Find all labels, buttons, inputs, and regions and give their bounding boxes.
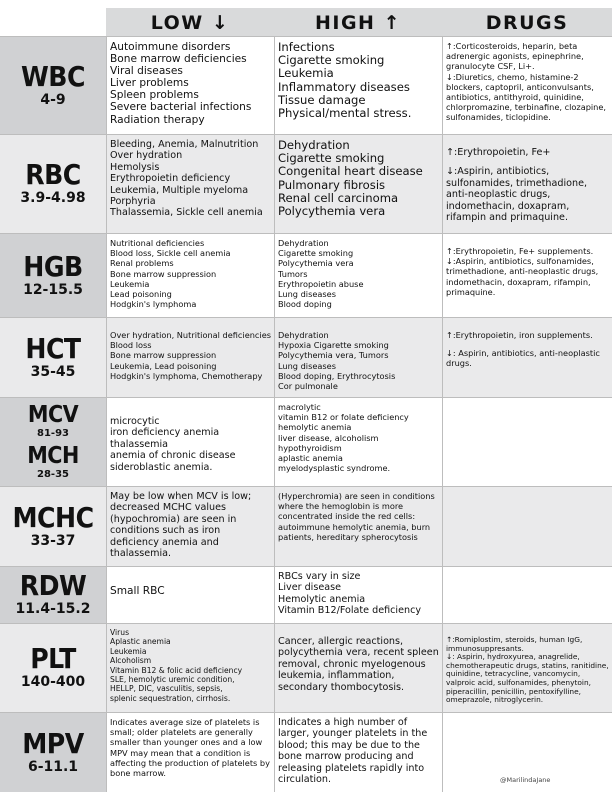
low-cell bbox=[106, 234, 274, 317]
drugs-cell bbox=[442, 487, 612, 566]
high-item: Cigarette smoking bbox=[278, 248, 354, 259]
low-item: Leukemia, Multiple myeloma bbox=[110, 184, 249, 196]
param-name: MCHC bbox=[12, 500, 94, 534]
param-cell bbox=[0, 567, 106, 623]
param-cell bbox=[0, 398, 106, 486]
low-item: sideroblastic anemia. bbox=[110, 461, 213, 473]
high-cell bbox=[274, 713, 442, 792]
high-item: Congenital heart disease bbox=[278, 164, 423, 179]
low-item: Alcoholism bbox=[110, 656, 152, 666]
high-item: Pulmonary fibrosis bbox=[278, 177, 386, 192]
high-item: aplastic anemia bbox=[278, 453, 343, 464]
low-item: Bone marrow suppression bbox=[110, 350, 217, 361]
low-item: Small RBC bbox=[110, 585, 165, 597]
param-name: PLT bbox=[30, 642, 76, 675]
param-cell bbox=[0, 135, 106, 233]
high-item: Dehydration bbox=[278, 138, 350, 152]
drugs-cell bbox=[442, 234, 612, 317]
high-item: Polycythemia vera bbox=[278, 204, 386, 219]
low-item: iron deficiency anemia bbox=[110, 427, 220, 439]
spacer bbox=[446, 322, 609, 330]
param-cell bbox=[0, 234, 106, 317]
low-item: Radiation therapy bbox=[110, 113, 205, 126]
low-item: Hemolysis bbox=[110, 161, 160, 173]
high-item: Blood doping bbox=[278, 299, 332, 310]
spacer bbox=[110, 571, 271, 585]
param-range: 140-400 bbox=[20, 674, 86, 690]
low-cell bbox=[106, 713, 274, 792]
drugs-cell bbox=[442, 398, 612, 486]
row-hct bbox=[0, 317, 612, 397]
drug-decrease: ↓: Aspirin, antibiotics, anti-neoplastic drugs. bbox=[446, 348, 600, 369]
high-item: Lung diseases bbox=[278, 360, 336, 371]
drug-increase: ↑:Erythropoietin, Fe+ supplements. bbox=[446, 246, 594, 256]
header-corner bbox=[0, 0, 106, 36]
high-item: Renal cell carcinoma bbox=[278, 190, 399, 205]
high-item: Tissue damage bbox=[278, 92, 366, 107]
high-item: Cor pulmonale bbox=[278, 381, 338, 392]
low-item: anemia of chronic disease bbox=[110, 450, 236, 462]
low-cell bbox=[106, 318, 274, 397]
high-item: Vitamin B12/Folate deficiency bbox=[278, 605, 422, 617]
drug-increase: ↑:Corticosteroids, heparin, beta adrenergic agonists, epinephrine, granulocyte CSF, Li+. bbox=[446, 41, 584, 72]
param-range: 81-93 bbox=[37, 428, 69, 439]
param-range: 11.4-15.2 bbox=[15, 601, 91, 617]
spacer bbox=[446, 238, 609, 246]
watermark-bottom: @MarilindaJane bbox=[500, 776, 551, 784]
high-cell bbox=[274, 398, 442, 486]
high-item: Inflammatory diseases bbox=[278, 79, 410, 94]
high-item: Infections bbox=[278, 40, 335, 54]
low-item: SLE, hemolytic uremic condition, bbox=[110, 675, 235, 685]
drug-decrease: ↓: Aspirin, hydroxyurea, anagrelide, chemotherapeutic drugs, statins, ranitidine, quinidine, tetracycline, vancomycin, valproic acid, sulfonamides, phenytoin, piperacillin, penicillin, pentoxifylline, omeprazole, nitroglycerin. bbox=[446, 652, 609, 705]
drugs-cell bbox=[442, 37, 612, 134]
low-item: Hodgkin's lymphoma bbox=[110, 299, 197, 310]
low-cell bbox=[106, 398, 274, 486]
high-item: Tumors bbox=[278, 268, 308, 279]
param-range: 35-45 bbox=[30, 363, 76, 380]
high-item: Erythropoietin abuse bbox=[278, 278, 364, 289]
low-item: Hodgkin's lymphoma, Chemotherapy bbox=[110, 370, 263, 381]
drug-decrease: ↓:Diuretics, chemo, histamine-2 blockers, captopril, anticonvulsants, antibiotics, antithyroid, quinidine, chlorpromazine, terbinafine, clozapine, sulfonamides, ticlopidine. bbox=[446, 71, 607, 123]
drugs-cell bbox=[442, 135, 612, 233]
low-item: Virus bbox=[110, 628, 130, 637]
low-item: Over hydration, Nutritional deficiencies bbox=[110, 330, 272, 340]
param-name: MCV bbox=[27, 402, 79, 428]
low-item: Erythropoietin deficiency bbox=[110, 173, 231, 185]
high-cell bbox=[274, 37, 442, 134]
low-item: Lead poisoning bbox=[110, 289, 172, 300]
param-cell bbox=[0, 37, 106, 134]
low-item: Indicates average size of platelets is small; older platelets are generally smaller than younger ones and a low MPV may mean that a condition is affecting the production of platelets by bone marrow. bbox=[110, 717, 270, 779]
low-item: Leukemia, Lead poisoning bbox=[110, 360, 217, 371]
high-cell bbox=[274, 135, 442, 233]
high-cell bbox=[274, 487, 442, 566]
low-item: HELLP, DIC, vasculitis, sepsis, bbox=[110, 684, 223, 694]
drug-increase: ↑:Romiplostim, steroids, human IgG, immunosuppresants. bbox=[446, 635, 583, 653]
high-item: Liver disease bbox=[278, 582, 342, 594]
low-item: Severe bacterial infections bbox=[110, 101, 252, 114]
high-item: Cancer, allergic reactions, polycythemia vera, recent spleen removal, chronic myelogenous leukemia, inflammation, secondary thombocytosis. bbox=[278, 636, 439, 693]
low-item: Spleen problems bbox=[110, 89, 199, 102]
spacer bbox=[446, 139, 609, 147]
param-range: 12-15.5 bbox=[23, 281, 83, 298]
high-item: RBCs vary in size bbox=[278, 571, 361, 582]
spacer bbox=[446, 340, 609, 348]
low-item: splenic sequestration, cirrhosis. bbox=[110, 693, 231, 703]
param-name: RBC bbox=[25, 158, 81, 191]
high-item: hemolytic anemia bbox=[278, 422, 352, 433]
param-cell bbox=[0, 624, 106, 712]
drug-increase: ↑:Erythropoietin, Fe+ bbox=[446, 147, 551, 158]
param-cell bbox=[0, 487, 106, 566]
param-range: 4-9 bbox=[40, 91, 66, 108]
param-range: 6-11.1 bbox=[27, 758, 79, 775]
low-cell bbox=[106, 487, 274, 566]
low-item: Bone marrow deficiencies bbox=[110, 53, 247, 66]
row-plt bbox=[0, 623, 612, 712]
param-name: WBC bbox=[21, 59, 85, 93]
low-cell bbox=[106, 135, 274, 233]
spacer bbox=[110, 402, 271, 416]
param-range-secondary: 28-35 bbox=[37, 469, 69, 480]
spacer bbox=[110, 322, 271, 330]
row-hgb bbox=[0, 233, 612, 317]
high-item: Cigarette smoking bbox=[278, 53, 385, 68]
high-item: Blood doping, Erythrocytosis bbox=[278, 370, 396, 381]
drug-decrease: ↓:Aspirin, antibiotics, sulfonamides, trimethadione, anti-neoplastic drugs, indomethacin, doxapram, rifampin and primaquine. bbox=[446, 166, 588, 224]
high-item: Polycythemia vera, Tumors bbox=[278, 350, 389, 361]
low-item: Autoimmune disorders bbox=[110, 41, 231, 53]
high-item: Dehydration bbox=[278, 238, 329, 248]
param-name: HGB bbox=[23, 249, 83, 283]
spacer bbox=[278, 628, 439, 636]
low-item: Leukemia bbox=[110, 646, 147, 656]
low-item: Over hydration bbox=[110, 150, 183, 162]
high-cell bbox=[274, 234, 442, 317]
high-item: Lung diseases bbox=[278, 289, 336, 300]
param-name-secondary: MCH bbox=[27, 443, 79, 469]
high-item: liver disease, alcoholism bbox=[278, 432, 379, 443]
low-item: Nutritional deficiencies bbox=[110, 238, 205, 248]
low-item: Porphyria bbox=[110, 196, 156, 208]
low-cell bbox=[106, 37, 274, 134]
low-item: Bleeding, Anemia, Malnutrition bbox=[110, 139, 259, 150]
row-rdw bbox=[0, 566, 612, 623]
low-item: Blood loss, Sickle cell anemia bbox=[110, 248, 231, 259]
high-cell bbox=[274, 624, 442, 712]
low-item: Bone marrow suppression bbox=[110, 268, 217, 279]
drugs-cell bbox=[442, 624, 612, 712]
spacer bbox=[278, 322, 439, 330]
low-item: Vitamin B12 & folic acid deficiency bbox=[110, 665, 243, 675]
low-item: microcytic bbox=[110, 416, 160, 427]
high-item: Hemolytic anemia bbox=[278, 593, 366, 605]
high-item: Hypoxia Cigarette smoking bbox=[278, 340, 389, 351]
param-name: HCT bbox=[25, 331, 81, 365]
row-mcv-mch bbox=[0, 397, 612, 486]
low-item: Viral diseases bbox=[110, 65, 183, 78]
row-mchc bbox=[0, 486, 612, 566]
table-header bbox=[0, 0, 612, 36]
high-cell bbox=[274, 567, 442, 623]
param-name: RDW bbox=[19, 569, 87, 602]
low-item: Blood loss bbox=[110, 340, 152, 351]
row-wbc bbox=[0, 36, 612, 134]
high-item: vitamin B12 or folate deficiency bbox=[278, 412, 409, 423]
low-item: thalassemia bbox=[110, 438, 169, 450]
drugs-cell bbox=[442, 318, 612, 397]
param-range: 3.9-4.98 bbox=[20, 190, 86, 206]
low-item: Renal problems bbox=[110, 258, 174, 269]
high-item: (Hyperchromia) are seen in conditions where the hemoglobin is more concentrated inside the red cells: autoimmune hemolytic anemia, burn patients, hereditary spherocytosis bbox=[278, 491, 435, 542]
header-low: LOW ↓ bbox=[106, 8, 274, 38]
low-cell bbox=[106, 624, 274, 712]
row-rbc bbox=[0, 134, 612, 233]
high-item: hypothyroidism bbox=[278, 442, 342, 453]
spacer bbox=[446, 158, 609, 166]
low-item: Aplastic anemia bbox=[110, 637, 171, 647]
low-cell bbox=[106, 567, 274, 623]
header-high: HIGH ↑ bbox=[274, 8, 442, 38]
high-item: Polycythemia vera bbox=[278, 258, 354, 269]
param-cell bbox=[0, 713, 106, 792]
low-item: May be low when MCV is low; decreased MCHC values (hypochromia) are seen in conditions such as iron deficiency anemia and thalassemia. bbox=[110, 491, 252, 560]
high-item: Dehydration bbox=[278, 330, 329, 340]
high-item: Cigarette smoking bbox=[278, 151, 385, 166]
drug-increase: ↑:Erythropoietin, iron supplements. bbox=[446, 330, 593, 340]
drugs-cell bbox=[442, 567, 612, 623]
low-item: Leukemia bbox=[110, 278, 150, 289]
high-item: myelodysplastic syndrome. bbox=[278, 463, 391, 474]
high-item: macrolytic bbox=[278, 402, 321, 412]
high-item: Physical/mental stress. bbox=[278, 106, 412, 121]
param-cell bbox=[0, 318, 106, 397]
high-item: Leukemia bbox=[278, 66, 334, 81]
header-drugs: DRUGS bbox=[442, 8, 612, 38]
drug-decrease: ↓:Aspirin, antibiotics, sulfonamides, trimethadione, anti-neoplastic drugs, indomethacin, doxapram, rifampin, primaquine. bbox=[446, 256, 599, 297]
low-item: Liver problems bbox=[110, 77, 189, 90]
high-cell bbox=[274, 318, 442, 397]
param-range: 33-37 bbox=[30, 532, 76, 549]
param-name: MPV bbox=[22, 726, 84, 760]
low-item: Thalassemia, Sickle cell anemia bbox=[110, 207, 263, 219]
high-item: Indicates a high number of larger, younger platelets in the blood; this may be due to the bone marrow producing and releasing platelets rapidly into circulation. bbox=[278, 717, 428, 786]
